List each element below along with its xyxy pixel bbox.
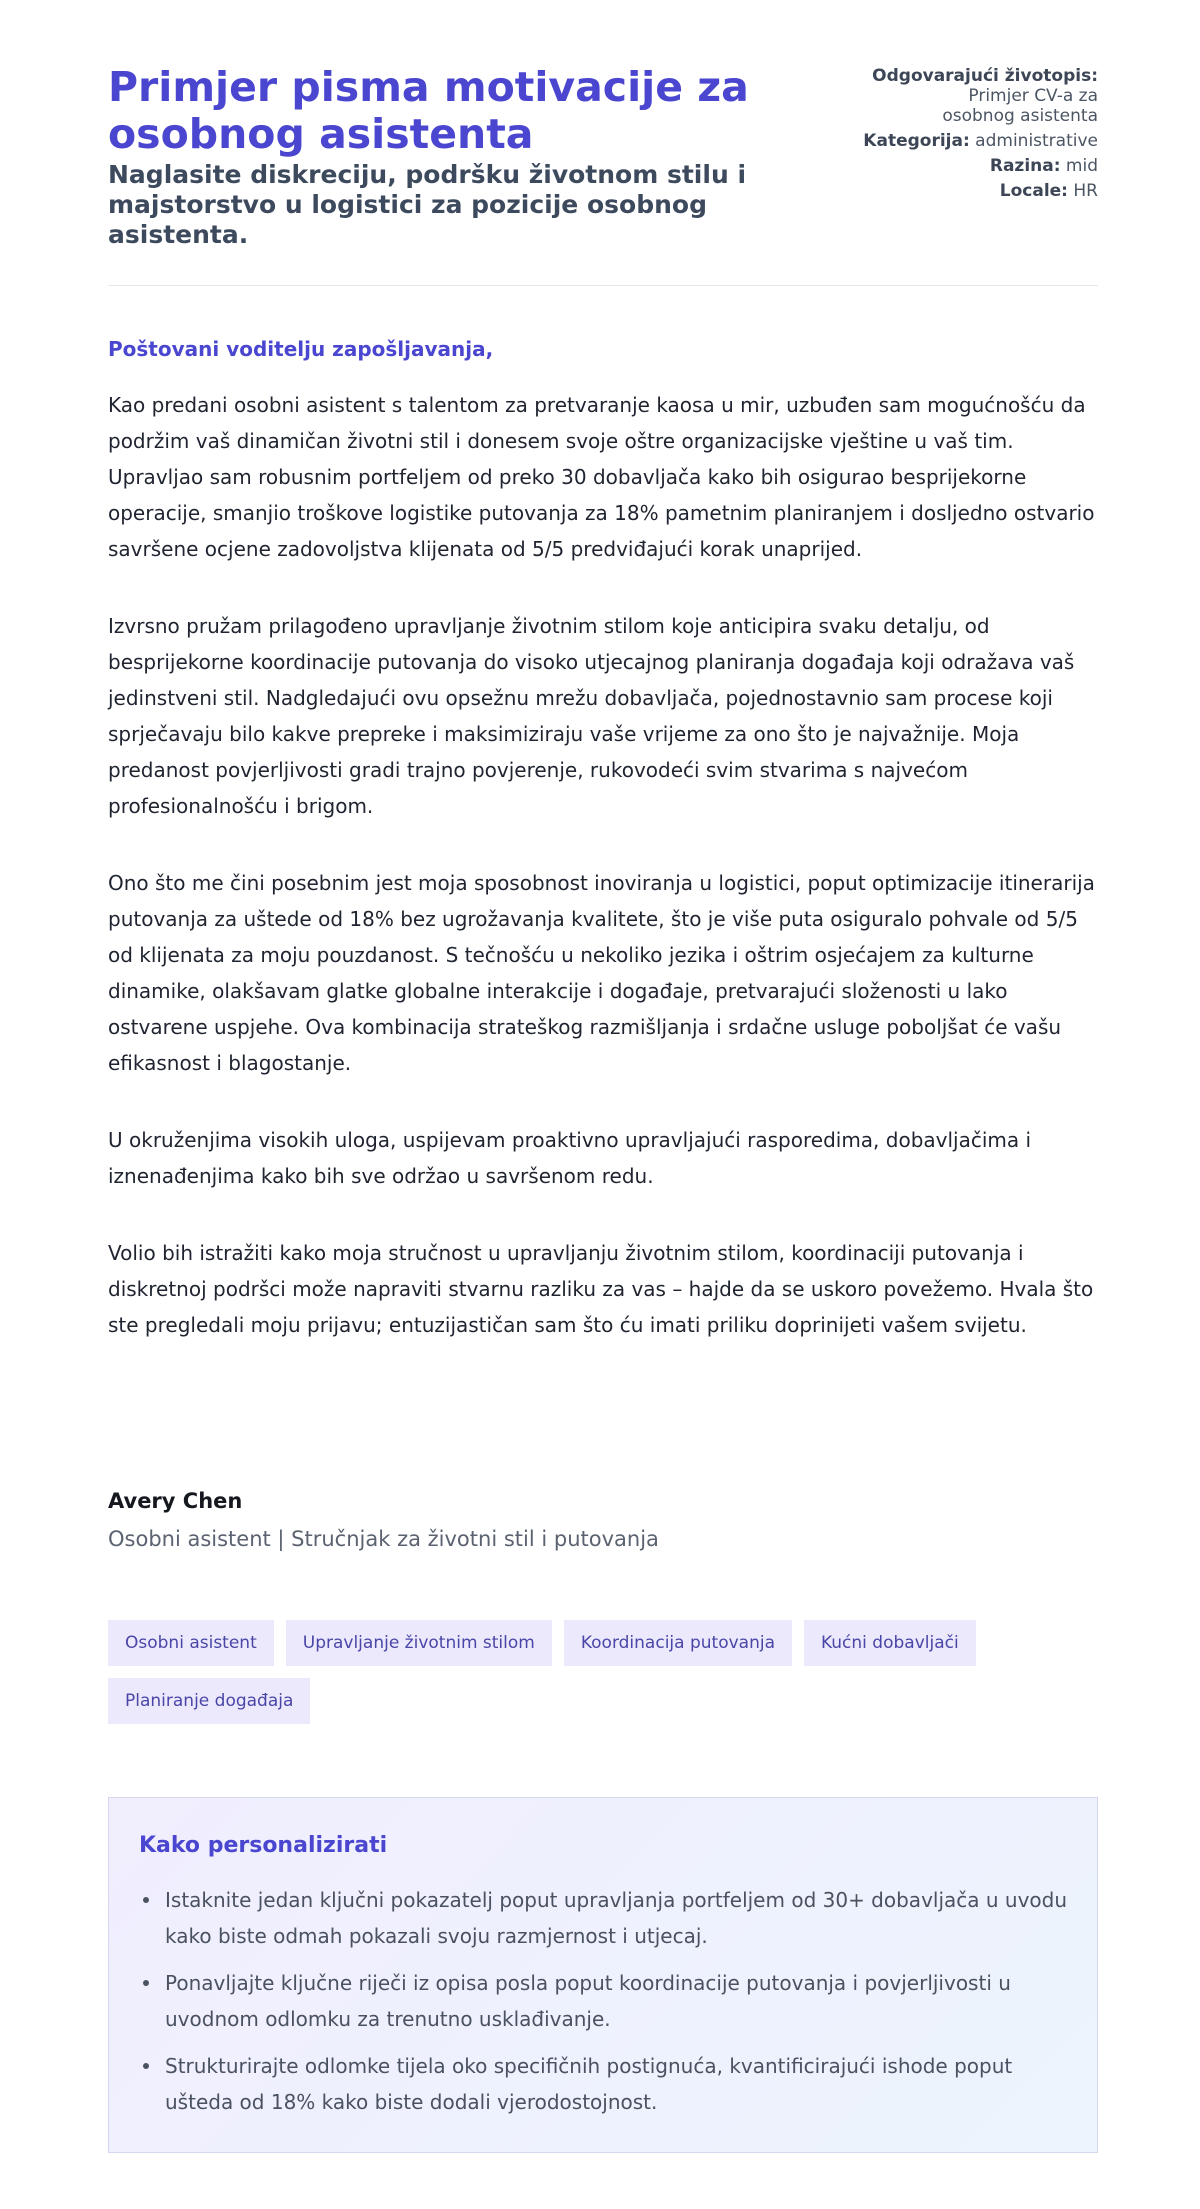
meta-category bbox=[768, 131, 1098, 151]
cover-letter-page bbox=[108, 0, 1098, 2114]
tips-list-item bbox=[165, 1965, 1085, 2037]
tips-list bbox=[139, 1882, 1085, 2131]
tag-item[interactable]: Koordinacija putovanja bbox=[564, 1620, 792, 1666]
meta-panel bbox=[768, 66, 1098, 206]
signature-name: Avery Chen bbox=[108, 1489, 243, 1513]
letter-paragraph: U okruženjima visokih uloga, uspijevam proaktivno upravljajući rasporedima, dobavljačima i iznenađenjima kako bih sve održao u savršenom redu. bbox=[108, 1128, 1032, 1188]
tag-item[interactable]: Osobni asistent bbox=[108, 1620, 274, 1666]
meta-level bbox=[768, 156, 1098, 176]
tips-title: Kako personalizirati bbox=[139, 1833, 388, 1858]
header-divider bbox=[108, 285, 1098, 286]
personalization-tips-box bbox=[108, 1797, 1098, 2153]
meta-resume-link[interactable]: Primjer CV-a za osobnog asistenta bbox=[942, 86, 1098, 126]
letter-greeting: Poštovani voditelju zapošljavanja, bbox=[108, 337, 494, 361]
meta-locale-label: Locale: bbox=[999, 181, 1068, 201]
meta-category-value: administrative bbox=[975, 131, 1098, 151]
meta-locale bbox=[768, 181, 1098, 201]
meta-level-value: mid bbox=[1065, 156, 1098, 176]
letter-body bbox=[108, 387, 1098, 1384]
signature-block bbox=[108, 1487, 1098, 1553]
tag-item[interactable]: Planiranje događaja bbox=[108, 1678, 310, 1724]
page-header bbox=[108, 0, 1098, 286]
meta-locale-value: HR bbox=[1073, 181, 1098, 201]
letter-paragraph: Izvrsno pružam prilagođeno upravljanje životnim stilom koje anticipira svaku detalju, od besprijekorne koordinacije putovanja do visoko utjecajnog planiranja događaja koji odražava vaš jedinstveni stil. Nadgledajući ovu opsežnu mrežu dobavljača, pojednostavnio sam procese koji sprječavaju bilo kakve prepreke i maksimiziraju vaše vrijeme za ono što je najvažnije. Moja predanost povjerljivosti gradi trajno povjerenje, rukovodeći svim stvarima s najvećom profesionalnošću i brigom. bbox=[108, 614, 1075, 818]
letter-paragraph: Kao predani osobni asistent s talentom za pretvaranje kaosa u mir, uzbuđen sam mogućnošću da podržim vaš dinamičan životni stil i donesem svoje oštre organizacijske vještine u vaš tim. Upravljao sam robusnim portfeljem od preko 30 dobavljača kako bih osigurao besprijekorne operacije, smanjio troškove logistike putovanja za 18% pametnim planiranjem i dosljedno ostvario savršene ocjene zadovoljstva klijenata od 5/5 predviđajući korak unaprijed. bbox=[108, 393, 1095, 561]
page-title: Primjer pisma motivacije za osobnog asistenta bbox=[108, 63, 749, 158]
tips-item-text: Strukturirajte odlomke tijela oko specifičnih postignuća, kvantificirajući ishode poput ušteda od 18% kako biste dodali vjerodostojnost. bbox=[165, 2054, 1013, 2114]
bullet-icon bbox=[143, 1897, 149, 1903]
signature-role: Osobni asistent | Stručnjak za životni stil i putovanja bbox=[108, 1527, 659, 1551]
tips-item-text: Ponavljajte ključne riječi iz opisa posla poput koordinacije putovanja i povjerljivosti u uvodnom odlomku za trenutno usklađivanje. bbox=[165, 1971, 1011, 2031]
tips-list-item bbox=[165, 1882, 1085, 1954]
page-subtitle: Naglasite diskreciju, podršku životnom stilu i majstorstvo u logistici za pozicije osobnog asistenta. bbox=[108, 160, 747, 249]
meta-resume bbox=[768, 66, 1098, 126]
tips-item-text: Istaknite jedan ključni pokazatelj poput upravljanja portfeljem od 30+ dobavljača u uvodu kako biste odmah pokazali svoju razmjernost i utjecaj. bbox=[165, 1888, 1068, 1948]
tag-list bbox=[108, 1620, 1098, 1724]
meta-resume-label: Odgovarajući životopis: bbox=[872, 66, 1098, 86]
meta-category-label: Kategorija: bbox=[863, 131, 970, 151]
tag-item[interactable]: Kućni dobavljači bbox=[804, 1620, 976, 1666]
letter-paragraph: Volio bih istražiti kako moja stručnost u upravljanju životnim stilom, koordinaciji putovanja i diskretnoj podršci može napraviti stvarnu razliku za vas – hajde da se uskoro povežemo. Hvala što ste pregledali moju prijavu; entuzijastičan sam što ću imati priliku doprinijeti vašem svijetu. bbox=[108, 1241, 1094, 1337]
meta-level-label: Razina: bbox=[989, 156, 1061, 176]
tips-list-item bbox=[165, 2048, 1085, 2120]
bullet-icon bbox=[143, 2063, 149, 2069]
bullet-icon bbox=[143, 1980, 149, 1986]
letter-paragraph: Ono što me čini posebnim jest moja sposobnost inoviranja u logistici, poput optimizacije itinerarija putovanja za uštede od 18% bez ugrožavanja kvalitete, što je više puta osiguralo pohvale od 5/5 od klijenata za moju pouzdanost. S tečnošću u nekoliko jezika i oštrim osjećajem za kulturne dinamike, olakšavam glatke globalne interakcije i događaje, pretvarajući složenosti u lako ostvarene uspjehe. Ova kombinacija strateškog razmišljanja i srdačne usluge poboljšat će vašu efikasnost i blagostanje. bbox=[108, 871, 1095, 1075]
tag-item[interactable]: Upravljanje životnim stilom bbox=[286, 1620, 552, 1666]
